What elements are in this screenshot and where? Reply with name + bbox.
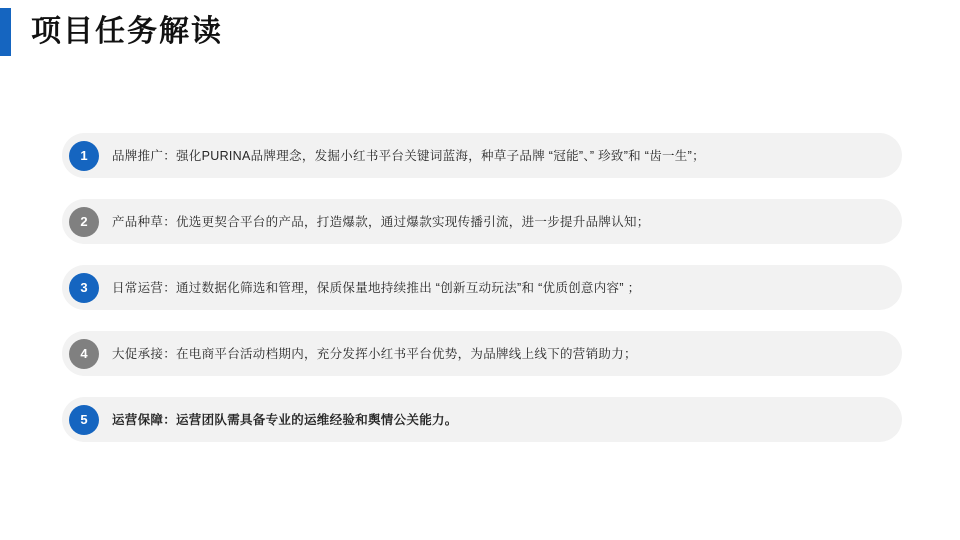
task-list [62,133,902,463]
list-item-number-badge: 1 [69,141,99,171]
slide-title-block [0,8,223,56]
list-item-text: 产品种草：优选更契合平台的产品，打造爆款，通过爆款实现传播引流，进一步提升品牌认知； [112,214,650,229]
list-item [62,331,902,376]
list-item [62,133,902,178]
list-item [62,397,902,442]
list-item [62,199,902,244]
list-item-number-badge: 3 [69,273,99,303]
list-item-text: 运营保障：运营团队需具备专业的运维经验和舆情公关能力。 [112,412,458,427]
list-item-number-badge: 4 [69,339,99,369]
list-item-number-badge: 2 [69,207,99,237]
title-accent-bar [0,8,11,56]
list-item-text: 品牌推广：强化PURINA品牌理念，发掘小红书平台关键词蓝海，种草子品牌 “冠能”、” 珍致”和 “齿一生”； [112,148,705,163]
list-item-text: 大促承接：在电商平台活动档期内，充分发挥小红书平台优势，为品牌线上线下的营销助力； [112,346,637,361]
list-item-number-badge: 5 [69,405,99,435]
list-item-text: 日常运营：通过数据化筛选和管理，保质保量地持续推出 “创新互动玩法”和 “优质创意内容” ； [112,280,641,295]
page-title: 项目任务解读 [31,15,223,48]
list-item [62,265,902,310]
